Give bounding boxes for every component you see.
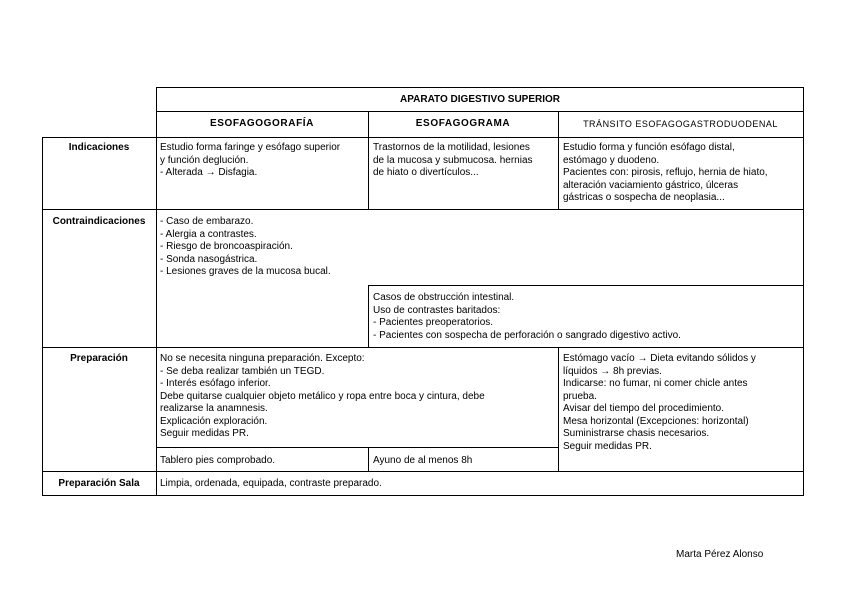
column-header-transito: TRÁNSITO ESOFAGOGASTRODUODENAL xyxy=(583,119,778,129)
preparacion-transito: Estómago vacío → Dieta evitando sólidos y líquidos → 8h previas. Indicarse: no fumar, ni comer chicle antes prueba. Avisar del tiempo del procedimiento. Mesa horizontal (Excepciones: horizontal) Suministrarse chasis necesarios. Seguir medidas PR. xyxy=(563,353,756,452)
preparacion-tablero: Tablero pies comprobado. xyxy=(160,455,276,466)
row-label-preparacion: Preparación xyxy=(70,353,128,364)
table-title: APARATO DIGESTIVO SUPERIOR xyxy=(399,94,561,105)
preparacion-esofago: No se necesita ninguna preparación. Excepto: - Se deba realizar también un TEGD. - Interés esófago inferior. Debe quitarse cualquier objeto metálico y ropa entre boca y cintura, debe realizarse la anamnesis. Explicación exploración. Seguir medidas PR. xyxy=(160,353,485,439)
indicaciones-esofagograma: Trastornos de la motilidad, lesiones de la mucosa y submucosa. hernias de hiato o divertículos... xyxy=(373,142,533,178)
row-label-preparacion-sala: Preparación Sala xyxy=(58,478,140,489)
column-header-esofagogorafia: ESOFAGOGORAFÍA xyxy=(210,118,314,129)
row-label-contraindicaciones: Contraindicaciones xyxy=(52,216,146,227)
indicaciones-transito: Estudio forma y función esófago distal, estómago y duodeno. Pacientes con: pirosis, reflujo, hernia de hiato, alteración vaciamiento gástrico, úlceras gástricas o sospecha de neoplasia... xyxy=(563,142,768,203)
column-header-esofagograma: ESOFAGOGRAMA xyxy=(415,118,511,129)
indicaciones-esofagogorafia: Estudio forma faringe y esófago superior y función deglución. - Alterada → Disfagia. xyxy=(160,142,341,178)
contraindicaciones-especificas: Casos de obstrucción intestinal. Uso de contrastes baritados: - Pacientes preoperatorios. - Pacientes con sospecha de perforación o sangrado digestivo activo. xyxy=(373,292,681,341)
preparacion-sala-value: Limpia, ordenada, equipada, contraste preparado. xyxy=(160,478,382,489)
preparacion-ayuno: Ayuno de al menos 8h xyxy=(373,455,473,466)
contraindicaciones-general: - Caso de embarazo. - Alergia a contrastes. - Riesgo de broncoaspiración. - Sonda nasogástrica. - Lesiones graves de la mucosa bucal. xyxy=(160,216,331,277)
row-label-indicaciones: Indicaciones xyxy=(68,142,130,153)
author-name: Marta Pérez Alonso xyxy=(676,549,764,560)
